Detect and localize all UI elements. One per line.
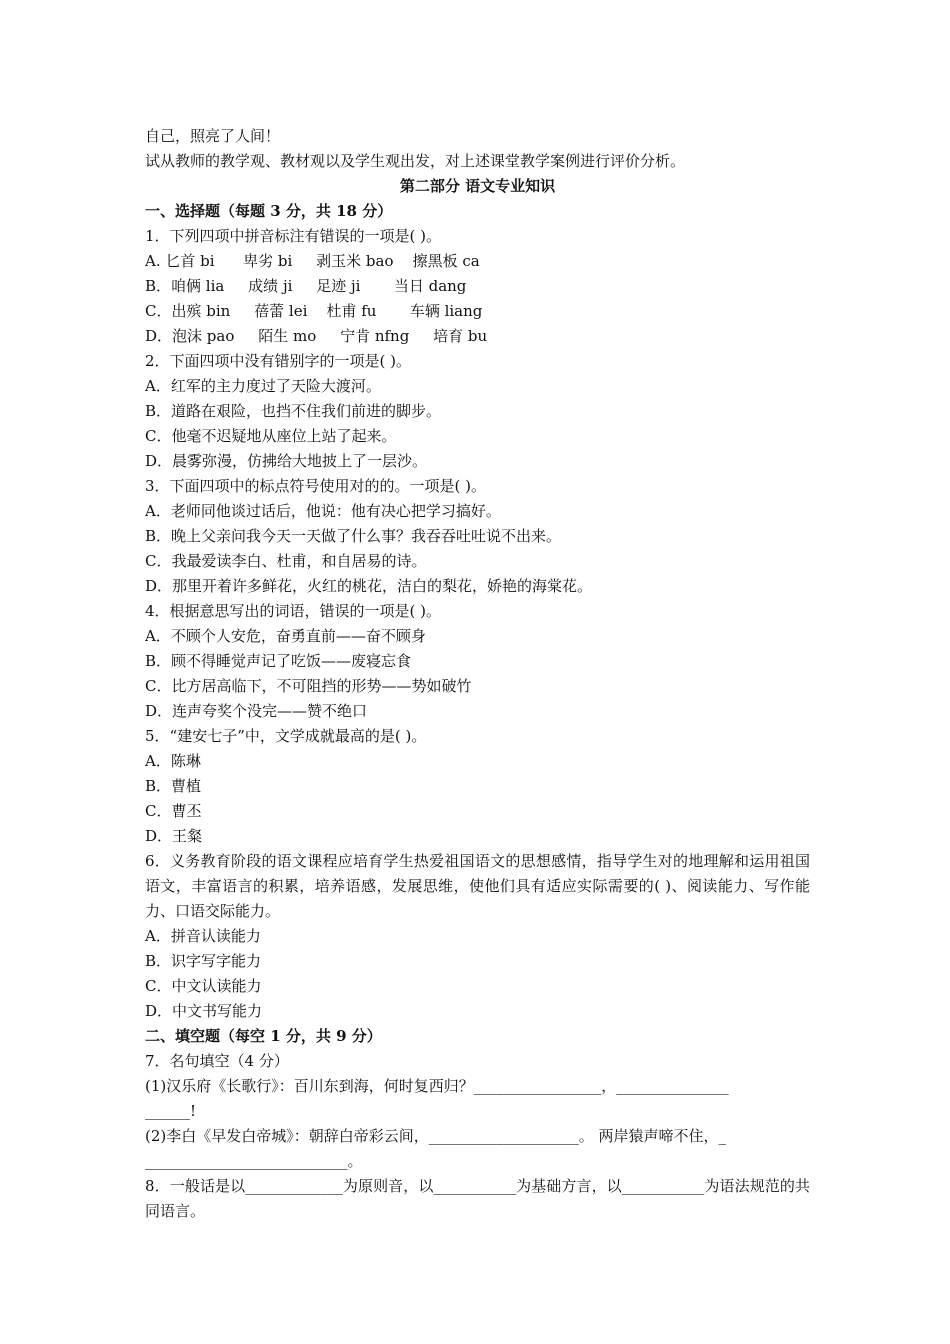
- question-4-option-c: C．比方居高临下，不可阻挡的形势——势如破竹: [145, 677, 472, 695]
- question-1-stem: 1．下列四项中拼音标注有错误的一项是( )。: [145, 227, 442, 245]
- question-3-option-a: A．老师同他谈过话后，他说：他有决心把学习搞好。: [145, 502, 501, 520]
- question-6-stem: 6．义务教育阶段的语文课程应培育学生热爱祖国语文的思想感情，指导学生对的地理解和运用祖国语文，丰富语言的积累，培养语感，发展思维，使他们具有适应实际需要的( )、阅读能力、写作能力、口语交际能力。: [145, 852, 810, 920]
- question-7-line-1-continued: ______!: [145, 1102, 197, 1120]
- part-title: 第二部分 语文专业知识: [399, 177, 556, 195]
- question-1-option-d: D．泡沫 pao 陌生 mo 宁肯 nfng 培育 bu: [145, 327, 488, 345]
- question-5-option-a: A．陈琳: [145, 752, 201, 770]
- question-3-option-b: B．晚上父亲问我今天一天做了什么事？我吞吞吐吐说不出来。: [145, 527, 562, 545]
- question-5-stem: 5．“建安七子”中，文学成就最高的是( )。: [145, 727, 427, 745]
- section-heading-choice: 一、选择题（每题 3 分，共 18 分）: [145, 202, 393, 220]
- question-4-option-d: D．连声夸奖个没完——赞不绝口: [145, 702, 368, 720]
- question-4-option-b: B．顾不得睡觉声记了吃饭——废寝忘食: [145, 652, 412, 670]
- question-4-option-a: A．不顾个人安危，奋勇直前——奋不顾身: [145, 627, 426, 645]
- question-3-option-d: D．那里开着许多鲜花，火红的桃花，洁白的梨花，娇艳的海棠花。: [145, 577, 593, 595]
- question-7-line-1: (1)汉乐府《长歌行》：百川东到海，何时复西归？_________________，_______________: [145, 1077, 729, 1095]
- question-2-option-d: D．晨雾弥漫，仿拂给大地披上了一层沙。: [145, 452, 428, 470]
- question-2-option-a: A．红军的主力度过了天险大渡河。: [145, 377, 381, 395]
- question-5-option-b: B．曹植: [145, 777, 202, 795]
- question-2-stem: 2．下面四项中没有错别字的一项是( )。: [145, 352, 412, 370]
- question-1-option-c: C．出殡 bin 蓓蕾 lei 杜甫 fu 车辆 liang: [145, 302, 483, 320]
- question-7-line-2-continued: ___________________________。: [145, 1152, 363, 1170]
- section-heading-fill: 二、填空题（每空 1 分，共 9 分）: [145, 1027, 382, 1045]
- question-3-option-c: C．我最爱读李白、杜甫，和自居易的诗。: [145, 552, 427, 570]
- question-3-stem: 3．下面四项中的标点符号使用对的的。一项是( )。: [145, 477, 487, 495]
- question-6-option-a: A．拼音认读能力: [145, 927, 261, 945]
- question-1-option-a: A. 匕首 bi 卑劣 bi 剥玉米 bao 擦黑板 ca: [145, 252, 480, 270]
- question-7-line-2: (2)李白《早发白帝城》：朝辞白帝彩云间，____________________。 两岸猿声啼不住，_: [145, 1127, 727, 1145]
- question-8-text: 8．一般话是以_____________为原则音，以___________为基础方言，以___________为语法规范的共同语言。: [145, 1177, 810, 1220]
- intro-line: 自己，照亮了人间！: [145, 127, 281, 145]
- question-2-option-c: C．他毫不迟疑地从座位上站了起来。: [145, 427, 397, 445]
- question-5-option-c: C．曹丕: [145, 802, 202, 820]
- question-7-stem: 7．名句填空（4 分）: [145, 1052, 289, 1070]
- question-6-option-b: B．识字写字能力: [145, 952, 262, 970]
- question-5-option-d: D．王粲: [145, 827, 203, 845]
- question-6-option-d: D．中文书写能力: [145, 1002, 263, 1020]
- question-2-option-b: B．道路在艰险，也挡不住我们前进的脚步。: [145, 402, 442, 420]
- question-4-stem: 4．根据意思写出的词语，错误的一项是( )。: [145, 602, 442, 620]
- question-6-option-c: C．中文认读能力: [145, 977, 262, 995]
- intro-question: 试从教师的教学观、教材观以及学生观出发，对上述课堂教学案例进行评价分析。: [145, 152, 686, 170]
- question-1-option-b: B．咱俩 lia 成绩 ji 足迹 ji 当日 dang: [145, 277, 467, 295]
- document-page: [145, 124, 810, 1224]
